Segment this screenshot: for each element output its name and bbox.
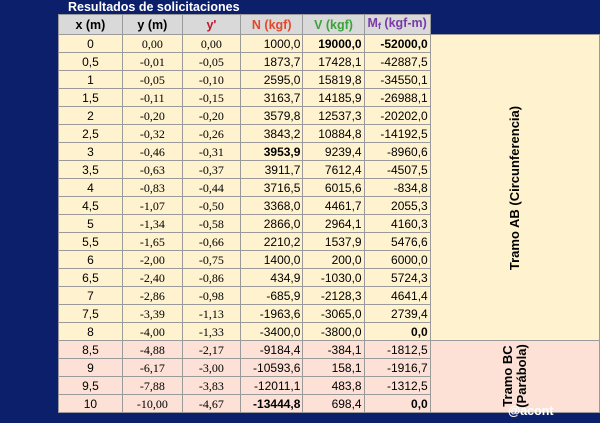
cell-y: -0,32 <box>122 125 182 143</box>
cell-M: -834,8 <box>364 179 430 197</box>
cell-x: 6,5 <box>59 269 123 287</box>
cell-y: -4,00 <box>122 323 182 341</box>
tramo-ab-label-cell <box>430 35 599 341</box>
cell-V: 483,8 <box>303 377 364 395</box>
cell-M: 0,0 <box>364 395 430 413</box>
watermark: @acont <box>508 404 554 418</box>
cell-yp: -2,17 <box>182 341 240 359</box>
cell-yp: -0,86 <box>182 269 240 287</box>
cell-N: 1400,0 <box>241 251 303 269</box>
cell-y: -2,86 <box>122 287 182 305</box>
cell-x: 2,5 <box>59 125 123 143</box>
cell-x: 3,5 <box>59 161 123 179</box>
cell-N: 2595,0 <box>241 71 303 89</box>
tramo-ab-label: Tramo AB (Circunferencia) <box>506 105 522 270</box>
cell-y: -1,07 <box>122 197 182 215</box>
cell-x: 1 <box>59 71 123 89</box>
cell-V: 4461,7 <box>303 197 364 215</box>
cell-x: 7 <box>59 287 123 305</box>
cell-x: 8 <box>59 323 123 341</box>
cell-M: 5476,6 <box>364 233 430 251</box>
cell-M: -20202,0 <box>364 107 430 125</box>
cell-N: -9184,4 <box>241 341 303 359</box>
cell-x: 0,5 <box>59 53 123 71</box>
cell-N: 2210,2 <box>241 233 303 251</box>
cell-y: -0,46 <box>122 143 182 161</box>
cell-M: -26988,1 <box>364 89 430 107</box>
cell-y: -10,00 <box>122 395 182 413</box>
cell-V: 19000,0 <box>303 35 364 53</box>
cell-N: 434,9 <box>241 269 303 287</box>
tramo-bc-label-line2: (Parábola) <box>513 344 529 408</box>
header-moment-symbol: M <box>367 16 378 30</box>
tramo-bc-label <box>501 344 529 408</box>
cell-yp: -4,67 <box>182 395 240 413</box>
cell-yp: -0,10 <box>182 71 240 89</box>
cell-N: 3911,7 <box>241 161 303 179</box>
cell-V: -3800,0 <box>303 323 364 341</box>
cell-x: 8,5 <box>59 341 123 359</box>
cell-x: 1,5 <box>59 89 123 107</box>
cell-M: -1812,5 <box>364 341 430 359</box>
header-yprime: y' <box>182 15 240 35</box>
cell-M: 0,0 <box>364 323 430 341</box>
header-shear-force: V (kgf) <box>303 15 364 35</box>
cell-M: 6000,0 <box>364 251 430 269</box>
cell-yp: -1,13 <box>182 305 240 323</box>
cell-yp: -0,50 <box>182 197 240 215</box>
cell-yp: -0,66 <box>182 233 240 251</box>
cell-N: -1963,6 <box>241 305 303 323</box>
cell-y: -2,00 <box>122 251 182 269</box>
cell-V: 6015,6 <box>303 179 364 197</box>
cell-V: -2128,3 <box>303 287 364 305</box>
header-moment <box>364 15 430 35</box>
cell-M: 4641,4 <box>364 287 430 305</box>
cell-x: 0 <box>59 35 123 53</box>
cell-y: -4,88 <box>122 341 182 359</box>
header-blank <box>430 15 599 35</box>
cell-x: 2 <box>59 107 123 125</box>
cell-yp: -3,83 <box>182 377 240 395</box>
cell-V: 14185,9 <box>303 89 364 107</box>
cell-x: 7,5 <box>59 305 123 323</box>
cell-M: -34550,1 <box>364 71 430 89</box>
cell-M: -4507,5 <box>364 161 430 179</box>
cell-M: 4160,3 <box>364 215 430 233</box>
cell-V: 15819,8 <box>303 71 364 89</box>
results-table <box>58 14 600 413</box>
cell-M: 2055,3 <box>364 197 430 215</box>
tramo-bc-label-cell <box>430 341 599 413</box>
cell-yp: -0,15 <box>182 89 240 107</box>
cell-M: -1312,5 <box>364 377 430 395</box>
cell-V: 200,0 <box>303 251 364 269</box>
cell-N: -12011,1 <box>241 377 303 395</box>
cell-x: 3 <box>59 143 123 161</box>
cell-N: 3843,2 <box>241 125 303 143</box>
cell-yp: -0,31 <box>182 143 240 161</box>
cell-yp: -0,20 <box>182 107 240 125</box>
cell-y: -7,88 <box>122 377 182 395</box>
cell-y: -0,83 <box>122 179 182 197</box>
cell-y: -1,34 <box>122 215 182 233</box>
cell-N: 3953,9 <box>241 143 303 161</box>
cell-V: 1537,9 <box>303 233 364 251</box>
cell-yp: 0,00 <box>182 35 240 53</box>
cell-N: 3368,0 <box>241 197 303 215</box>
cell-N: -13444,8 <box>241 395 303 413</box>
cell-yp: -0,44 <box>182 179 240 197</box>
cell-y: -0,20 <box>122 107 182 125</box>
cell-y: -0,11 <box>122 89 182 107</box>
cell-V: 158,1 <box>303 359 364 377</box>
header-normal-force: N (kgf) <box>241 15 303 35</box>
header-moment-subscript: f <box>377 21 381 31</box>
cell-N: 3579,8 <box>241 107 303 125</box>
cell-yp: -3,00 <box>182 359 240 377</box>
cell-yp: -0,75 <box>182 251 240 269</box>
cell-V: -1030,0 <box>303 269 364 287</box>
page-title: Resultados de solicitaciones <box>68 0 240 14</box>
cell-N: 3716,5 <box>241 179 303 197</box>
cell-x: 4 <box>59 179 123 197</box>
cell-yp: -0,58 <box>182 215 240 233</box>
table-header-row <box>59 15 600 35</box>
cell-N: -3400,0 <box>241 323 303 341</box>
cell-y: -0,05 <box>122 71 182 89</box>
cell-y: -3,39 <box>122 305 182 323</box>
cell-V: 12537,3 <box>303 107 364 125</box>
tramo-bc-label-line1: Tramo BC <box>499 345 515 407</box>
cell-V: 2964,1 <box>303 215 364 233</box>
cell-N: 3163,7 <box>241 89 303 107</box>
cell-y: -0,63 <box>122 161 182 179</box>
cell-x: 10 <box>59 395 123 413</box>
table-row <box>59 341 600 359</box>
cell-V: 9239,4 <box>303 143 364 161</box>
cell-y: -0,01 <box>122 53 182 71</box>
cell-yp: -0,26 <box>182 125 240 143</box>
header-x: x (m) <box>59 15 123 35</box>
cell-x: 5 <box>59 215 123 233</box>
cell-N: 1000,0 <box>241 35 303 53</box>
cell-M: -52000,0 <box>364 35 430 53</box>
cell-M: 2739,4 <box>364 305 430 323</box>
header-moment-unit: (kgf-m) <box>380 16 427 30</box>
cell-V: -3065,0 <box>303 305 364 323</box>
cell-M: 5724,3 <box>364 269 430 287</box>
cell-N: -685,9 <box>241 287 303 305</box>
cell-x: 5,5 <box>59 233 123 251</box>
cell-yp: -0,05 <box>182 53 240 71</box>
cell-x: 4,5 <box>59 197 123 215</box>
cell-V: 698,4 <box>303 395 364 413</box>
cell-M: -14192,5 <box>364 125 430 143</box>
cell-N: -10593,6 <box>241 359 303 377</box>
cell-V: 17428,1 <box>303 53 364 71</box>
header-y: y (m) <box>122 15 182 35</box>
cell-M: -1916,7 <box>364 359 430 377</box>
cell-x: 9 <box>59 359 123 377</box>
cell-N: 2866,0 <box>241 215 303 233</box>
cell-y: -2,40 <box>122 269 182 287</box>
cell-M: -8960,6 <box>364 143 430 161</box>
cell-x: 9,5 <box>59 377 123 395</box>
cell-V: -384,1 <box>303 341 364 359</box>
cell-V: 7612,4 <box>303 161 364 179</box>
cell-y: -6,17 <box>122 359 182 377</box>
cell-y: 0,00 <box>122 35 182 53</box>
table-row <box>59 35 600 53</box>
cell-V: 10884,8 <box>303 125 364 143</box>
cell-yp: -0,37 <box>182 161 240 179</box>
cell-y: -1,65 <box>122 233 182 251</box>
cell-yp: -1,33 <box>182 323 240 341</box>
cell-x: 6 <box>59 251 123 269</box>
cell-yp: -0,98 <box>182 287 240 305</box>
cell-M: -42887,5 <box>364 53 430 71</box>
cell-N: 1873,7 <box>241 53 303 71</box>
